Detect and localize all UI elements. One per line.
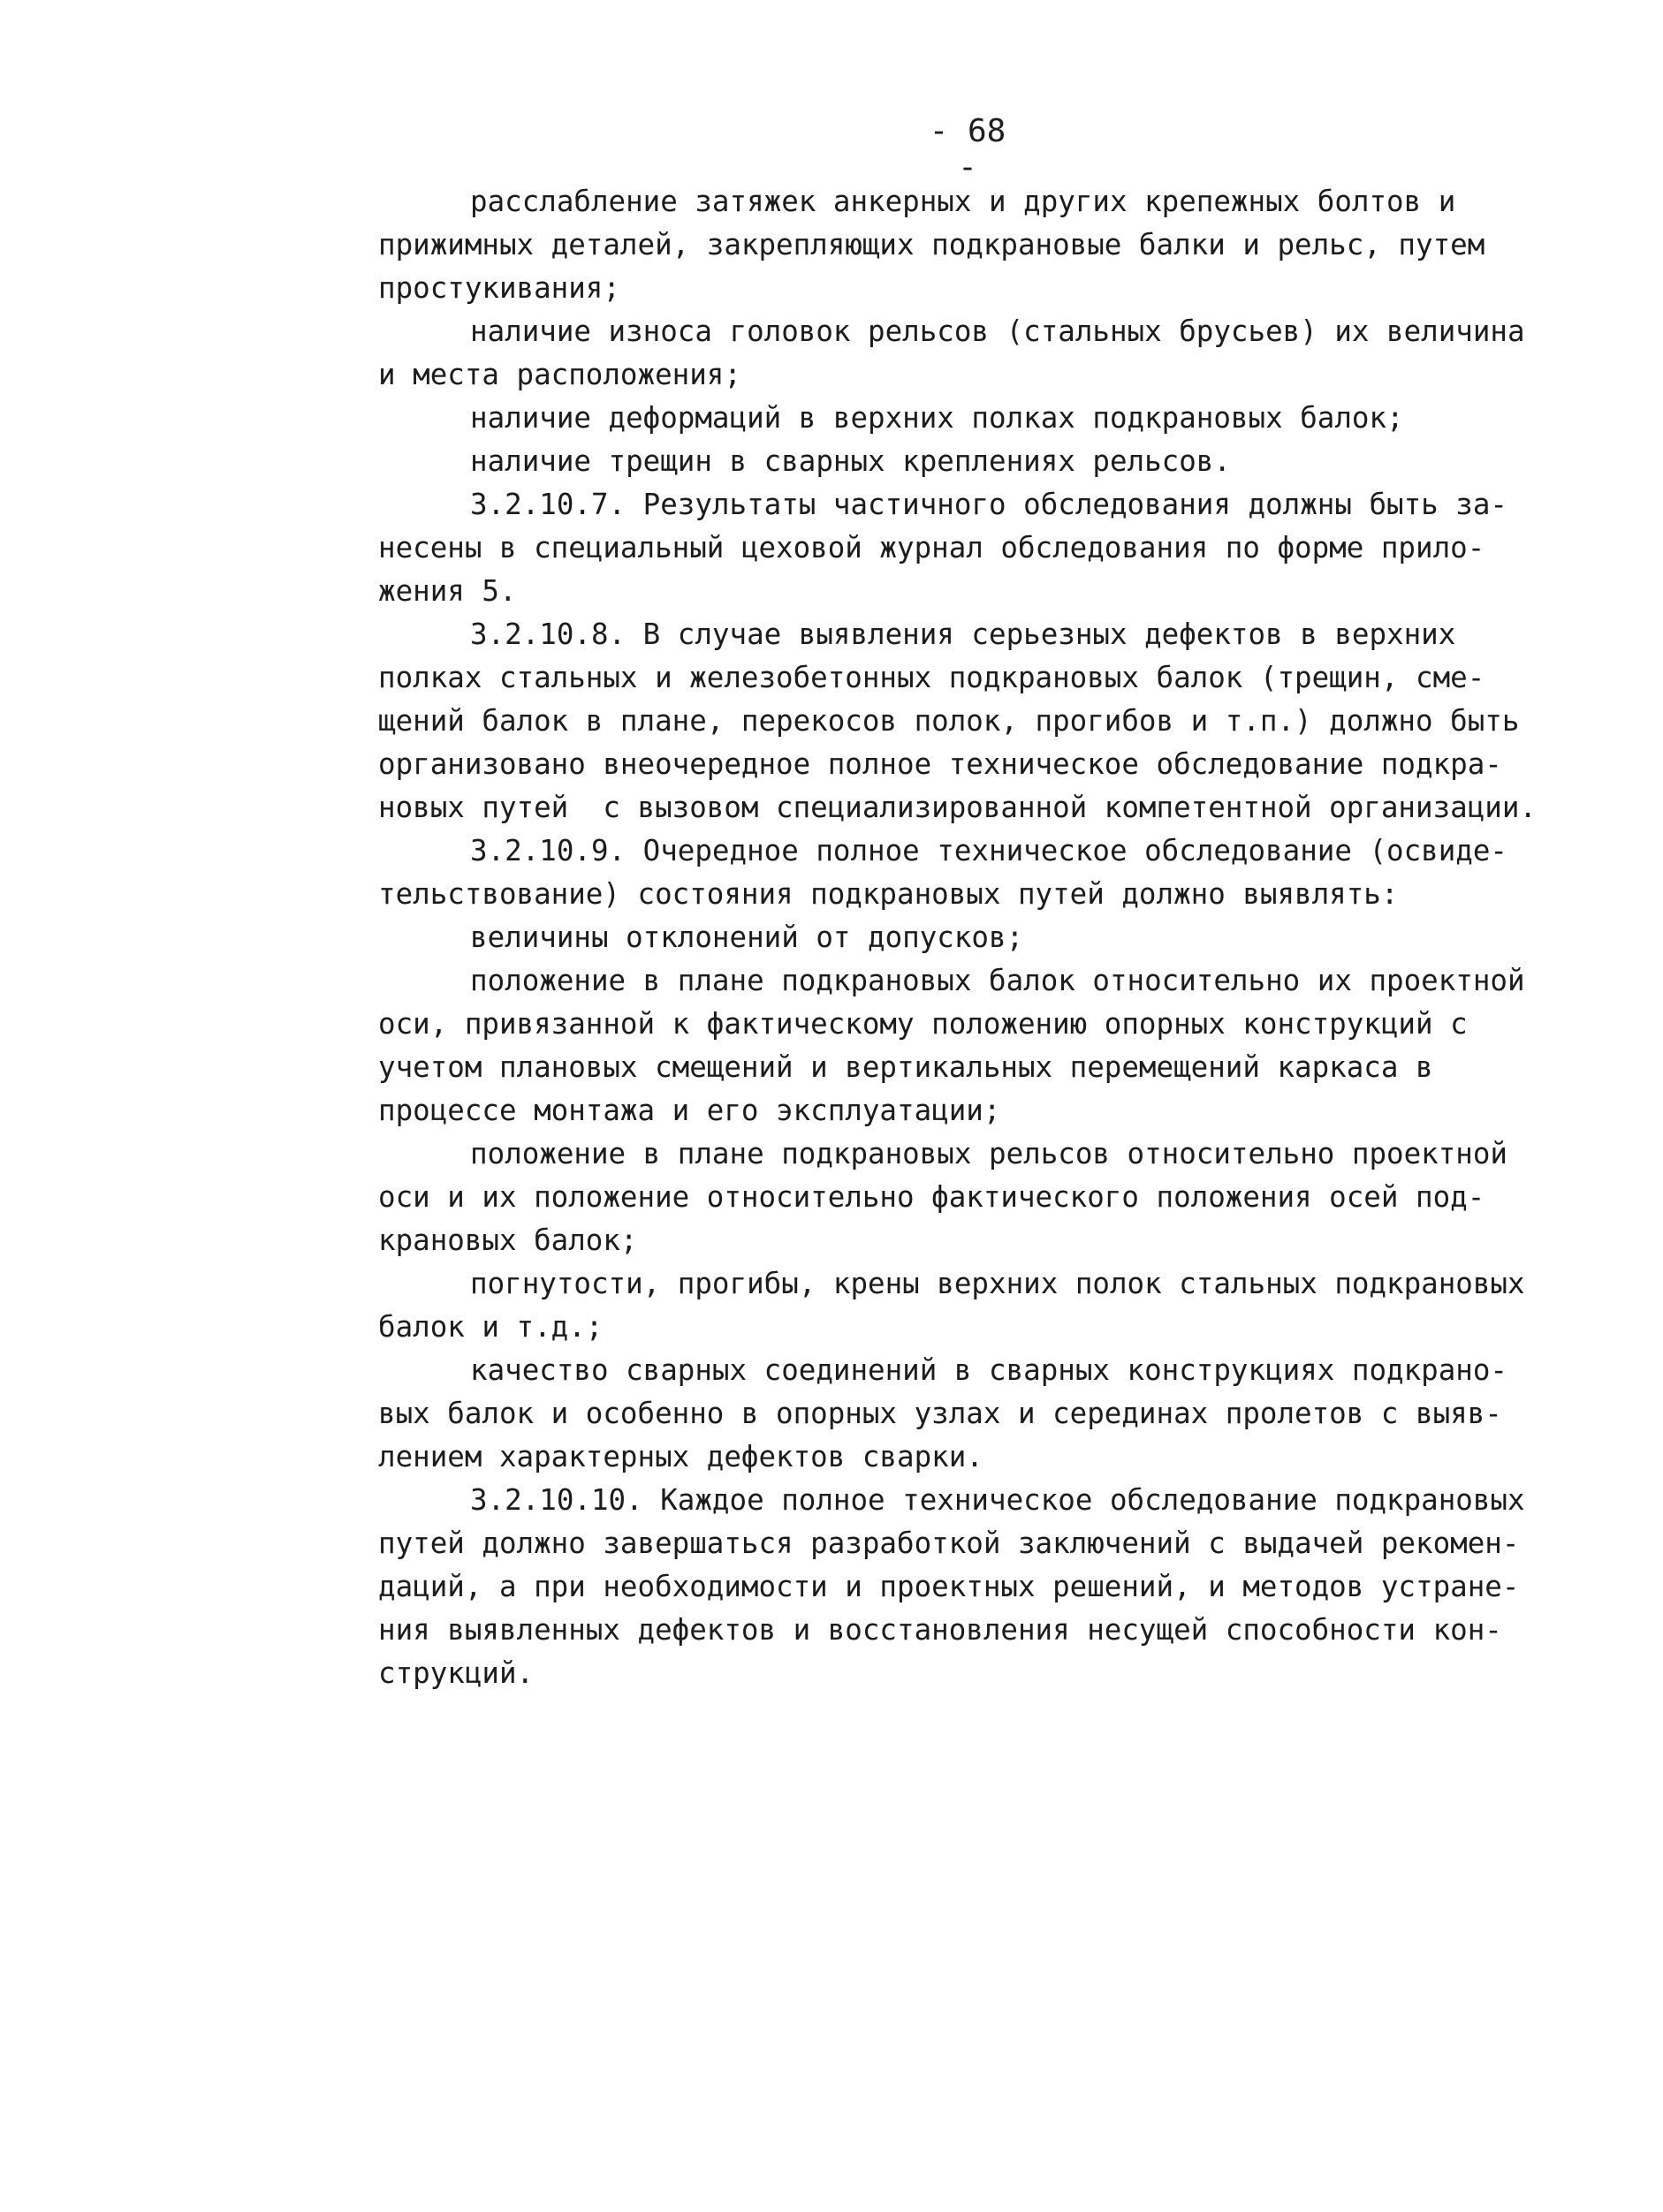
- text-line: величины отклонений от допусков;: [470, 920, 1024, 954]
- text-line: наличие трещин в сварных креплениях рельсов.: [470, 444, 1231, 478]
- page-number: - 68 -: [929, 113, 1006, 186]
- text-line: даций, а при необходимости и проектных решений, и методов устране-: [378, 1570, 1520, 1603]
- text-line: лением характерных дефектов сварки.: [378, 1440, 983, 1473]
- text-line: жения 5.: [378, 574, 517, 608]
- text-line: новых путей с вызовом специализированной компетентной организации.: [378, 791, 1537, 824]
- text-line: несены в специальный цеховой журнал обследования по форме прило-: [378, 531, 1485, 564]
- text-line: вых балок и особенно в опорных узлах и серединах пролетов с выяв-: [378, 1397, 1502, 1430]
- paragraph-3-2-10-8-start: 3.2.10.8. В случае выявления серьезных дефектов в верхних: [470, 617, 1456, 651]
- text-line: наличие износа головок рельсов (стальных брусьев) их величина: [470, 314, 1525, 348]
- text-line: балок и т.д.;: [378, 1310, 604, 1344]
- text-line: расслабление затяжек анкерных и других крепежных болтов и: [470, 185, 1456, 218]
- text-line: погнутости, прогибы, крены верхних полок стальных подкрановых: [470, 1267, 1525, 1300]
- text-line: струкций.: [378, 1656, 535, 1690]
- text-line: оси и их положение относительно фактического положения осей под-: [378, 1180, 1485, 1214]
- text-line: процессе монтажа и его эксплуатации;: [378, 1094, 1001, 1127]
- paragraph-3-2-10-7-start: 3.2.10.7. Результаты частичного обследования должны быть за-: [470, 488, 1507, 521]
- text-line: организовано внеочередное полное техническое обследование подкра-: [378, 747, 1502, 781]
- document-body-text: [378, 180, 1553, 1695]
- paragraph-3-2-10-9-start: 3.2.10.9. Очередное полное техническое обследование (освиде-: [470, 834, 1507, 867]
- text-line: прижимных деталей, закрепляющих подкрановые балки и рельс, путем: [378, 228, 1485, 261]
- text-line: тельствование) состояния подкрановых путей должно выявлять:: [378, 877, 1399, 911]
- text-line: крановых балок;: [378, 1223, 638, 1257]
- text-line: щений балок в плане, перекосов полок, прогибов и т.п.) должно быть: [378, 704, 1520, 738]
- text-line: учетом плановых смещений и вертикальных перемещений каркаса в: [378, 1050, 1433, 1084]
- paragraph-3-2-10-10-start: 3.2.10.10. Каждое полное техническое обследование подкрановых: [470, 1483, 1525, 1517]
- text-line: оси, привязанной к фактическому положению опорных конструкций с: [378, 1007, 1468, 1041]
- text-line: и места расположения;: [378, 358, 741, 391]
- text-line: положение в плане подкрановых рельсов относительно проектной: [470, 1137, 1507, 1170]
- text-line: наличие деформаций в верхних полках подкрановых балок;: [470, 401, 1404, 435]
- text-line: полках стальных и железобетонных подкрановых балок (трещин, сме-: [378, 661, 1485, 694]
- text-line: качество сварных соединений в сварных конструкциях подкрано-: [470, 1353, 1507, 1387]
- text-line: положение в плане подкрановых балок относительно их проектной: [470, 964, 1525, 997]
- text-line: ния выявленных дефектов и восстановления несущей способности кон-: [378, 1613, 1502, 1647]
- text-line: путей должно завершаться разработкой заключений с выдачей рекомен-: [378, 1526, 1520, 1560]
- text-line: простукивания;: [378, 271, 620, 305]
